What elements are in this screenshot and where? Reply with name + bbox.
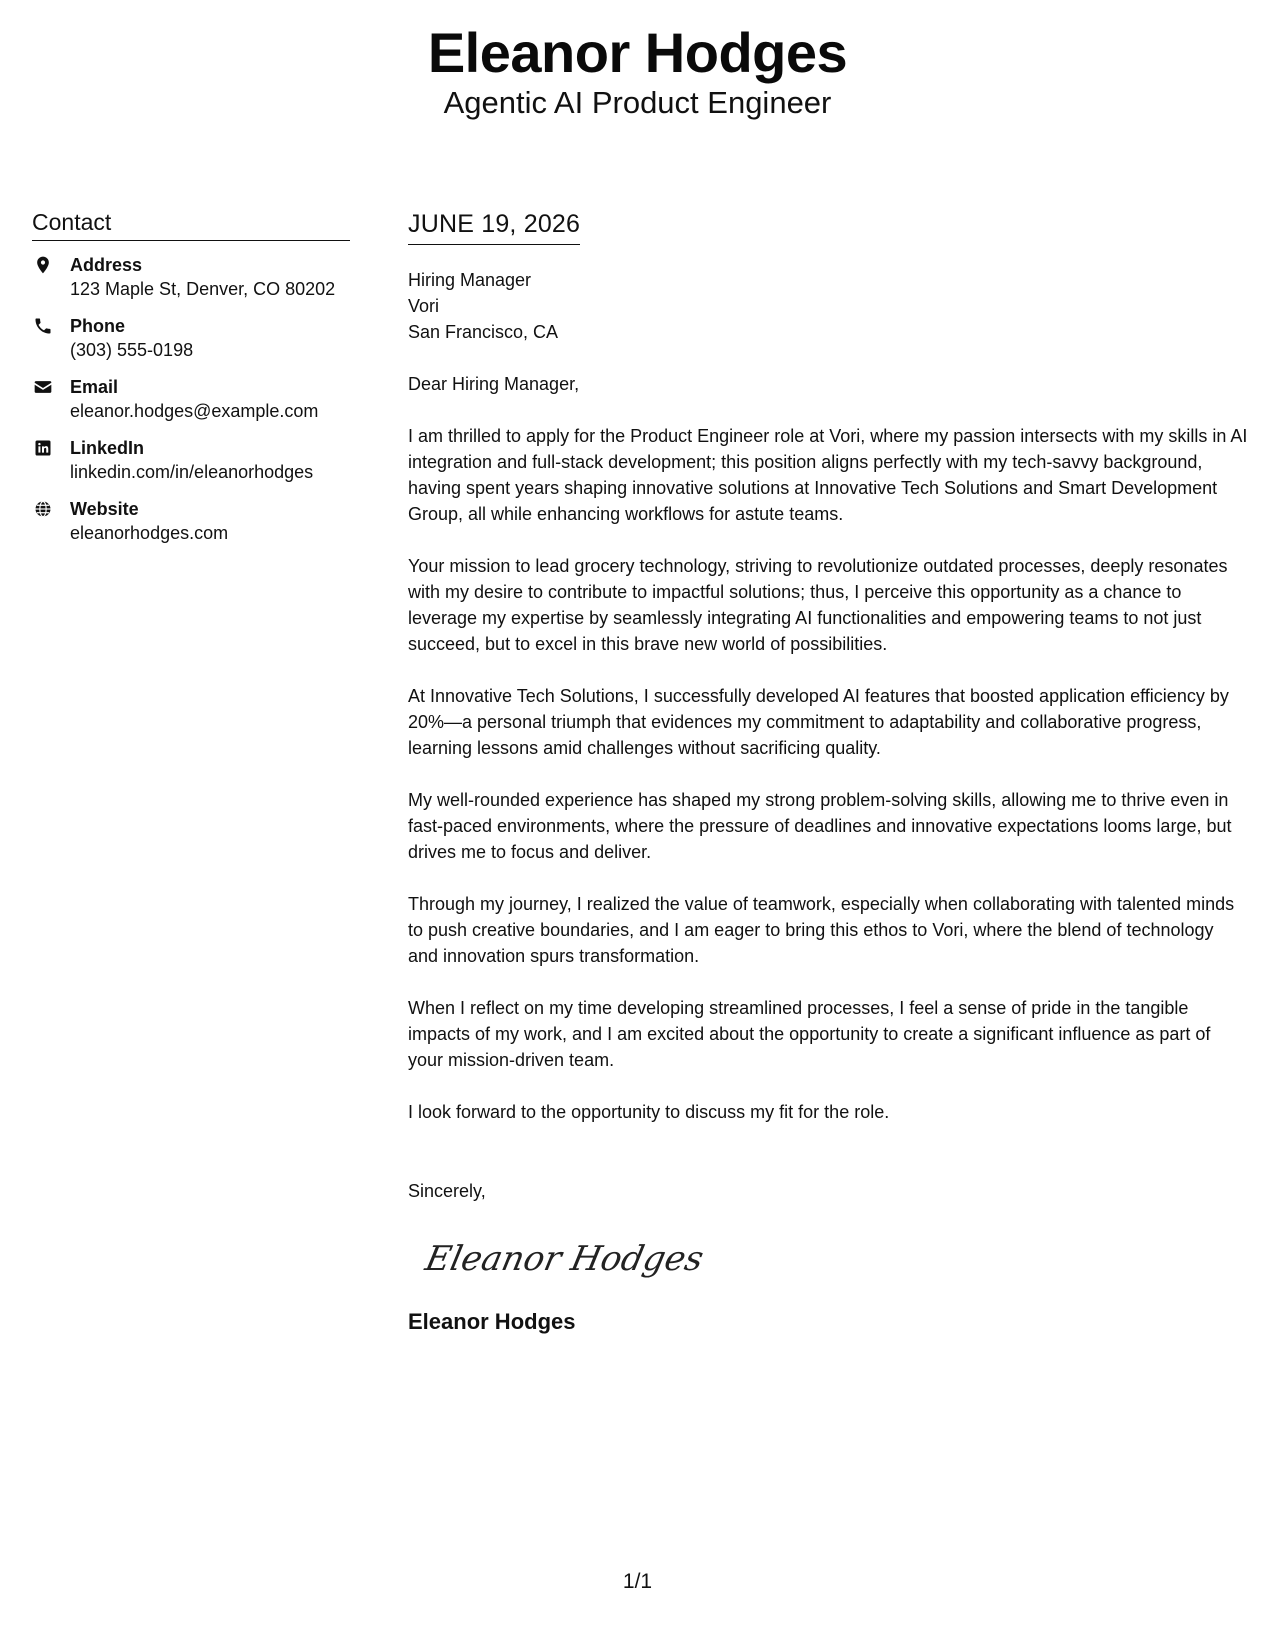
greeting: Dear Hiring Manager, bbox=[408, 374, 580, 394]
contact-label-website: Website bbox=[70, 499, 139, 519]
contact-label-phone: Phone bbox=[70, 316, 126, 336]
paragraph: My well-rounded experience has shaped my strong problem-solving skills, allowing me to thrive even in fast-paced environments, where the pressure of deadlines and innovative expectations looms large, but drives me to focus and deliver. bbox=[408, 790, 1232, 862]
signer-name: Eleanor Hodges bbox=[408, 1309, 576, 1334]
contact-sidebar bbox=[32, 208, 350, 558]
envelope-icon bbox=[32, 376, 54, 398]
letter-date: JUNE 19, 2026 bbox=[408, 208, 580, 245]
handwritten-signature bbox=[420, 1222, 708, 1292]
contact-phone bbox=[32, 314, 350, 362]
contact-value-website: eleanorhodges.com bbox=[70, 523, 229, 543]
signature-script: Eleanor Hodges bbox=[421, 1239, 708, 1279]
applicant-role: Agentic AI Product Engineer bbox=[443, 85, 832, 120]
contact-list bbox=[32, 253, 350, 545]
contact-linkedin bbox=[32, 436, 350, 484]
contact-value-email: eleanor.hodges@example.com bbox=[70, 401, 319, 421]
contact-value-address: 123 Maple St, Denver, CO 80202 bbox=[70, 279, 336, 299]
closing: Sincerely, bbox=[408, 1181, 486, 1201]
paragraph: Through my journey, I realized the value of teamwork, especially when collaborating with talented minds to push creative boundaries, and I am eager to bring this ethos to Vori, where the blend of technology and innovation spurs transformation. bbox=[408, 894, 1235, 966]
contact-label-address: Address bbox=[70, 255, 143, 275]
location-pin-icon bbox=[32, 254, 54, 276]
contact-value-phone: (303) 555-0198 bbox=[70, 340, 194, 360]
contact-address bbox=[32, 253, 350, 301]
contact-label-email: Email bbox=[70, 377, 119, 397]
paragraph: I am thrilled to apply for the Product Engineer role at Vori, where my passion intersects with my skills in AI integration and full-stack development; this position aligns perfectly with my tech-savvy background, having spent years shaping innovative solutions at Innovative Tech Solutions and Smart Development Group, all while enhancing workflows for astute teams. bbox=[408, 426, 1248, 524]
contact-label-linkedin: LinkedIn bbox=[70, 438, 145, 458]
paragraph: I look forward to the opportunity to discuss my fit for the role. bbox=[408, 1102, 890, 1122]
page-number: 1/1 bbox=[622, 1570, 653, 1593]
linkedin-icon bbox=[32, 437, 54, 459]
globe-icon bbox=[32, 498, 54, 520]
contact-value-linkedin: linkedin.com/in/eleanorhodges bbox=[70, 462, 314, 482]
letter-header bbox=[0, 22, 1275, 122]
contact-email bbox=[32, 375, 350, 423]
paragraph: When I reflect on my time developing streamlined processes, I feel a sense of pride in the tangible impacts of my work, and I am excited about the opportunity to create a significant influence as part of your mission-driven team. bbox=[408, 998, 1211, 1070]
phone-icon bbox=[32, 315, 54, 337]
applicant-name: Eleanor Hodges bbox=[427, 21, 848, 84]
recipient-line: San Francisco, CA bbox=[408, 322, 559, 342]
contact-heading: Contact bbox=[32, 208, 350, 241]
letter-body bbox=[408, 208, 1248, 1336]
contact-website bbox=[32, 497, 350, 545]
paragraph: At Innovative Tech Solutions, I successfully developed AI features that boosted application efficiency by 20%—a personal triumph that evidences my commitment to adaptability and collaborative progress, learning lessons amid challenges without sacrificing quality. bbox=[408, 686, 1229, 758]
recipient-line: Hiring Manager bbox=[408, 270, 532, 290]
recipient-line: Vori bbox=[408, 296, 440, 316]
recipient-block bbox=[408, 267, 1248, 345]
paragraph: Your mission to lead grocery technology, striving to revolutionize outdated processes, deeply resonates with my desire to contribute to impactful solutions; thus, I perceive this opportunity as a chance to leverage my expertise by seamlessly integrating AI functionalities and empowering teams to not just succeed, but to excel in this brave new world of possibilities. bbox=[408, 556, 1228, 654]
